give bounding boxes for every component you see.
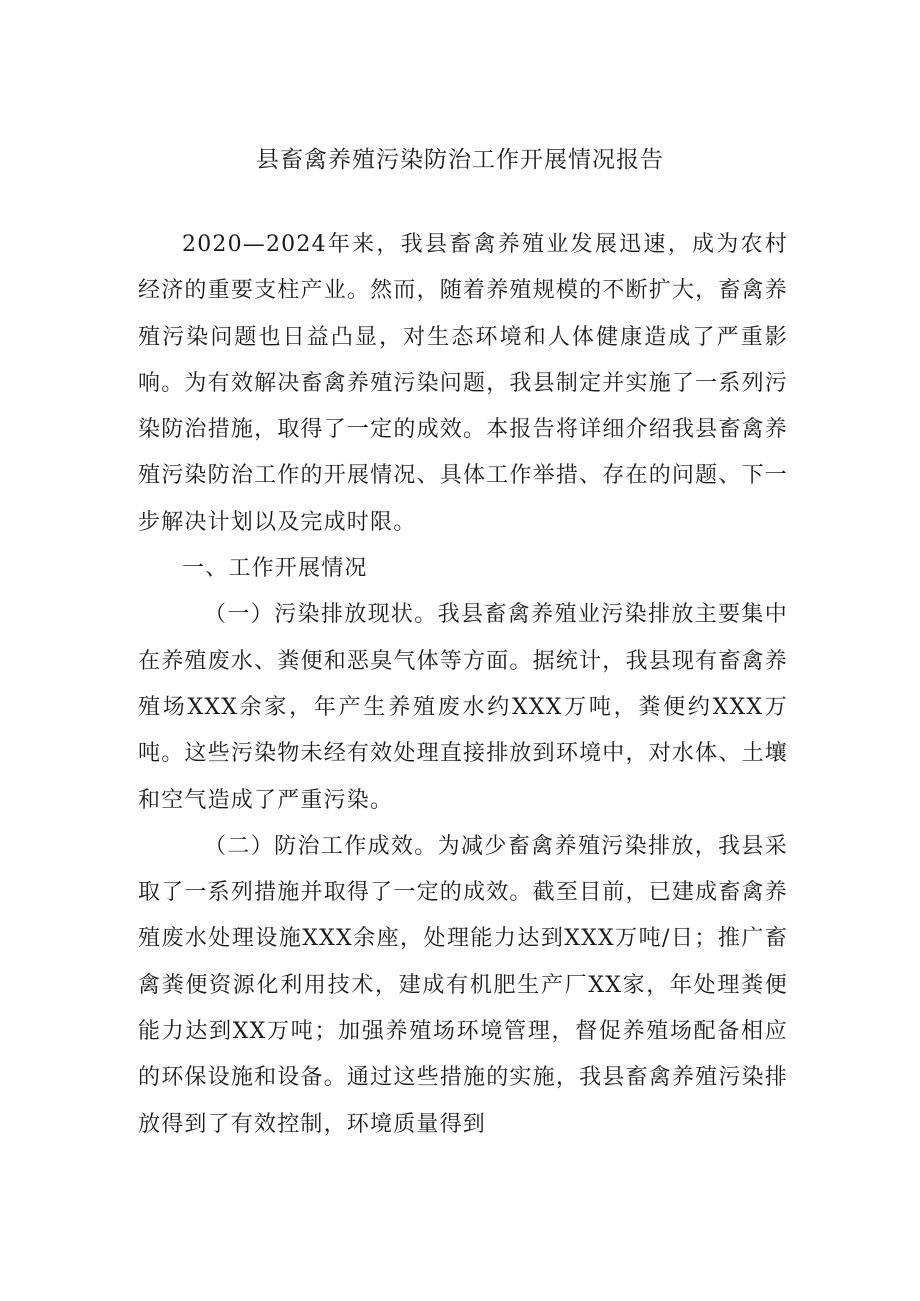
paragraph-prevention-results: （二）防治工作成效。为减少畜禽养殖污染排放，我县采取了一系列措施并取得了一定的成效。截至目前，已建成畜禽养殖废水处理设施XXX余座，处理能力达到XXX万吨/日；推广畜禽粪便资源化利用技术，建成有机肥生产厂XX家，年处理粪便能力达到XX万吨；加强养殖场环境管理，督促养殖场配备相应的环保设施和设备。通过这些措施的实施，我县畜禽养殖污染排放得到了有效控制，环境质量得到 [138, 833, 788, 1137]
document-body [138, 222, 788, 1148]
intro-paragraph: 2020—2024年来，我县畜禽养殖业发展迅速，成为农村经济的重要支柱产业。然而，随着养殖规模的不断扩大，畜禽养殖污染问题也日益凸显，对生态环境和人体健康造成了严重影响。为有效解决畜禽养殖污染问题，我县制定并实施了一系列污染防治措施，取得了一定的成效。本报告将详细介绍我县畜禽养殖污染防治工作的开展情况、具体工作举措、存在的问题、下一步解决计划以及完成时限。 [138, 232, 788, 535]
document-title: 县畜禽养殖污染防治工作开展情况报告 [256, 147, 664, 173]
section-heading-work-status: 一、工作开展情况 [182, 556, 368, 582]
paragraph-pollution-status: （一）污染排放现状。我县畜禽养殖业污染排放主要集中在养殖废水、粪便和恶臭气体等方面。据统计，我县现有畜禽养殖场XXX余家，年产生养殖废水约XXX万吨，粪便约XXX万吨。这些污染物未经有效处理直接排放到环境中，对水体、土壤和空气造成了严重污染。 [138, 602, 788, 813]
